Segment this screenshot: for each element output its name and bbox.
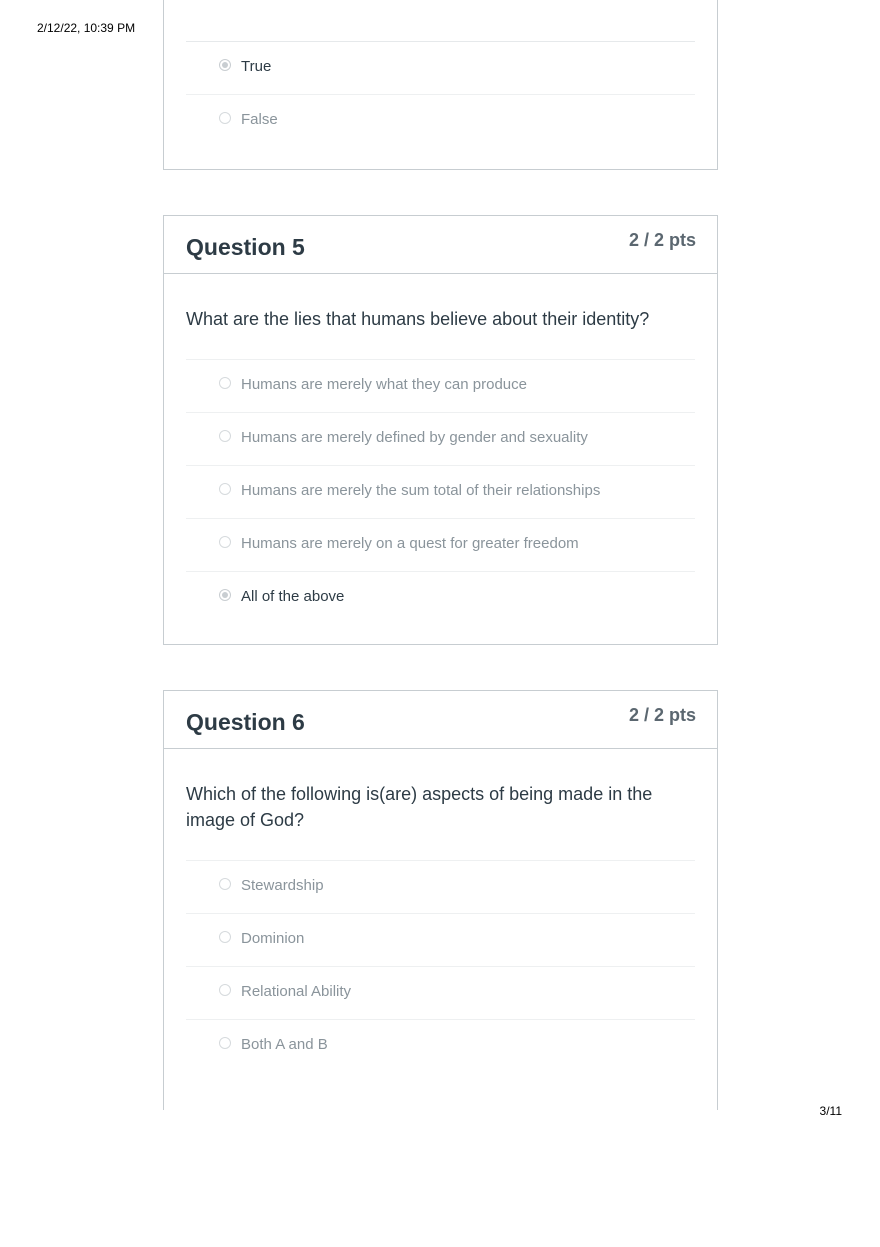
radio-unselected-icon[interactable] — [219, 536, 231, 548]
radio-unselected-icon[interactable] — [219, 931, 231, 943]
page-number: 3/11 — [819, 1104, 842, 1118]
answer-label: Dominion — [241, 930, 305, 947]
radio-unselected-icon[interactable] — [219, 112, 231, 124]
answer-label: Humans are merely defined by gender and sexuality — [241, 429, 588, 446]
answer-label: Relational Ability — [241, 983, 352, 1000]
answer-label: All of the above — [241, 588, 345, 605]
question-card-6 — [163, 690, 718, 1110]
question-card-5 — [163, 215, 718, 645]
answer-option[interactable] — [186, 860, 695, 913]
question-header — [164, 691, 717, 749]
question-text: Which of the following is(are) aspects of being made in the image of God? — [186, 784, 653, 830]
answer-option[interactable] — [186, 571, 695, 624]
question-points: 2 / 2 pts — [628, 230, 696, 250]
answer-label: Humans are merely what they can produce — [241, 376, 527, 393]
question-title: Question 6 — [186, 709, 305, 735]
answer-option[interactable] — [186, 94, 695, 147]
answer-list — [186, 860, 695, 1072]
answer-option[interactable] — [186, 359, 695, 412]
print-timestamp: 2/12/22, 10:39 PM — [37, 21, 136, 35]
radio-unselected-icon[interactable] — [219, 878, 231, 890]
radio-selected-icon[interactable] — [219, 59, 231, 71]
question-title: Question 5 — [186, 234, 305, 260]
radio-unselected-icon[interactable] — [219, 483, 231, 495]
answer-option[interactable] — [186, 1019, 695, 1072]
answer-option[interactable] — [186, 966, 695, 1019]
answer-label: Humans are merely on a quest for greater freedom — [241, 535, 579, 552]
radio-unselected-icon[interactable] — [219, 1037, 231, 1049]
radio-selected-icon[interactable] — [219, 589, 231, 601]
answer-option[interactable] — [186, 518, 695, 571]
question-points: 2 / 2 pts — [628, 705, 696, 725]
radio-unselected-icon[interactable] — [219, 984, 231, 996]
answer-label: Both A and B — [241, 1036, 328, 1053]
question-card-previous — [163, 0, 718, 170]
answer-option[interactable] — [186, 913, 695, 966]
answer-label: False — [241, 111, 278, 128]
answer-list — [186, 359, 695, 624]
answer-option[interactable] — [186, 41, 695, 94]
answer-label: Stewardship — [241, 877, 324, 894]
radio-unselected-icon[interactable] — [219, 377, 231, 389]
answer-option[interactable] — [186, 465, 695, 518]
answer-label: Humans are merely the sum total of their relationships — [241, 482, 601, 499]
question-header — [164, 216, 717, 274]
radio-unselected-icon[interactable] — [219, 430, 231, 442]
answer-label: True — [241, 58, 272, 75]
answer-option[interactable] — [186, 412, 695, 465]
answer-list — [186, 41, 695, 147]
question-text: What are the lies that humans believe about their identity? — [186, 309, 650, 329]
